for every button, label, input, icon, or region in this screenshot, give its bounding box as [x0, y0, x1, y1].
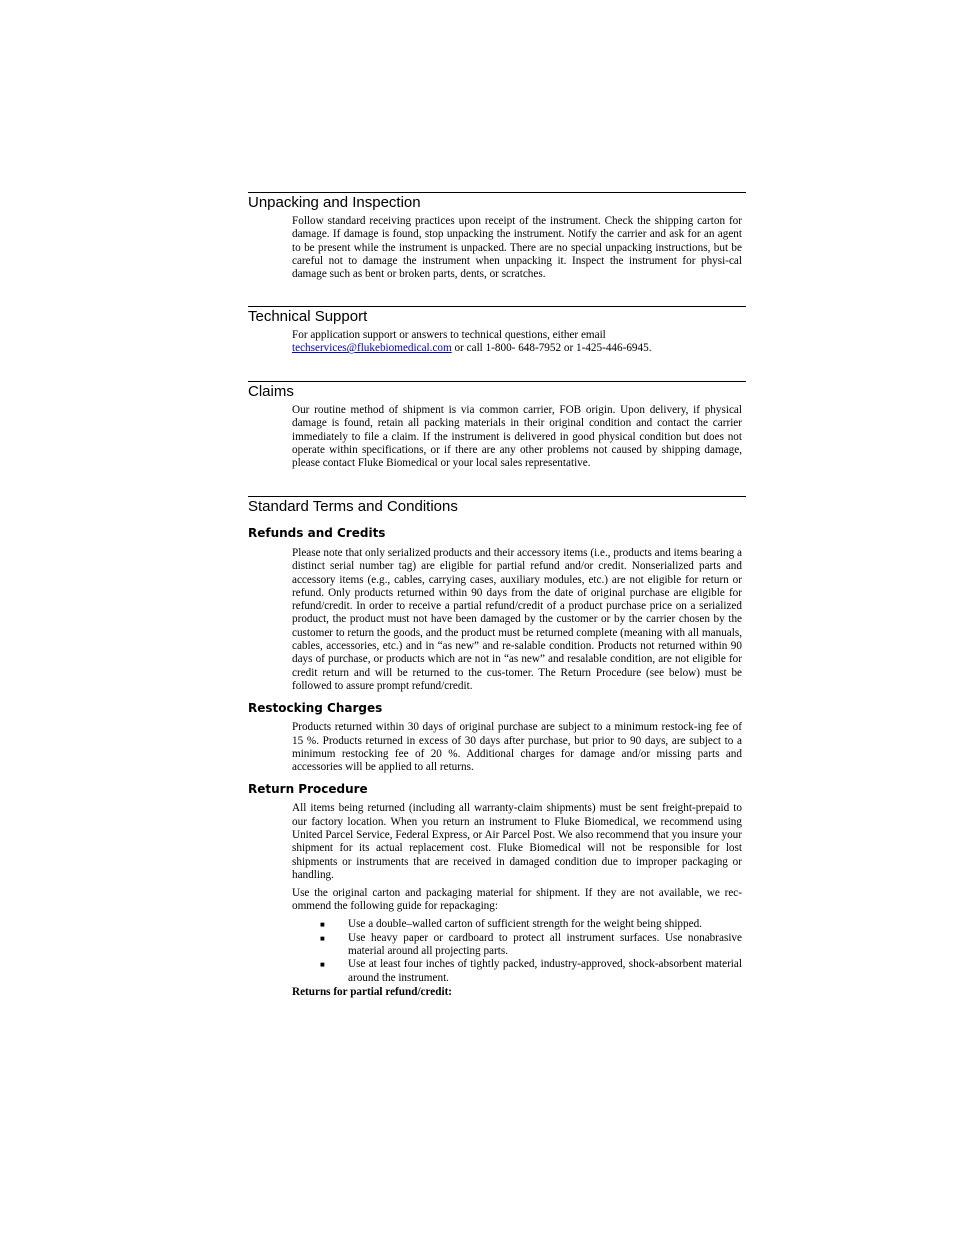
- partial-refund-label: Returns for partial refund/credit:: [292, 985, 453, 998]
- bullet-icon: ■: [320, 960, 325, 970]
- paragraph: Use the original carton and packaging material for shipment. If they are not available, we rec-ommend the following guide for repackaging:: [292, 886, 742, 913]
- section-rule: [248, 192, 746, 193]
- paragraph: Products returned within 30 days of original purchase are subject to a minimum restock-ing fee of 15 %. Products returned in excess of 30 days after purchase, but prior to 90 days, are subject to a minimum restocking fee of 20 %. Additional charges for damage and/or missing parts and accessories will be applied to all returns.: [292, 721, 742, 774]
- bullet-icon: ■: [320, 920, 325, 930]
- section-body: [292, 215, 742, 281]
- section-unpacking: [248, 192, 746, 286]
- list-item-text: Use at least four inches of tightly packed, industry-approved, shock-absorbent material around the instrument.: [348, 958, 742, 984]
- section-heading: Claims: [248, 383, 294, 400]
- list-item-text: Use heavy paper or cardboard to protect all instrument surfaces. Use nonabrasive material around all projecting parts.: [348, 931, 742, 957]
- list-item: [292, 958, 742, 985]
- support-phone-text: or call 1-800- 648-7952 or 1-425-446-6945.: [451, 342, 652, 355]
- section-rule: [248, 306, 746, 307]
- section-heading: Technical Support: [248, 308, 368, 325]
- section-technical-support: [248, 306, 746, 360]
- section-body: [292, 329, 742, 356]
- section-body: [292, 404, 742, 470]
- paragraph: Our routine method of shipment is via common carrier, FOB origin. Upon delivery, if physical damage is found, retain all packing materials in their original condition and contact the carrier immediately to file a claim. If the instrument is delivered in good physical condition but does not operate within specifications, or if there are any other problems not caused by shipping damage, please contact Fluke Biomedical or your local sales representative.: [292, 404, 742, 470]
- support-email-link[interactable]: techservices@flukebiomedical.com: [292, 342, 452, 355]
- subheading-return-procedure: Return Procedure: [248, 782, 368, 797]
- bullet-icon: ■: [320, 933, 325, 943]
- restocking-body: [292, 721, 742, 774]
- section-heading: Unpacking and Inspection: [248, 194, 421, 211]
- support-text: For application support or answers to technical questions, either email: [292, 329, 606, 341]
- list-item: [292, 918, 742, 931]
- repackaging-list: [292, 918, 742, 984]
- refunds-body: [292, 547, 742, 693]
- list-item-text: Use a double–walled carton of sufficient strength for the weight being shipped.: [348, 918, 702, 931]
- section-heading: Standard Terms and Conditions: [248, 498, 458, 515]
- section-standard-terms: [248, 496, 746, 1004]
- subheading-refunds: Refunds and Credits: [248, 526, 386, 540]
- paragraph: Follow standard receiving practices upon receipt of the instrument. Check the shipping carton for damage. If damage is found, stop unpacking the instrument. Notify the carrier and ask for an agent to be present while the instrument is unpacked. There are no special unpacking instructions, but be careful not to damage the instrument when unpacking it. Inspect the instrument for physi-cal damage such as bent or broken parts, dents, or scratches.: [292, 215, 742, 281]
- list-item: [292, 932, 742, 959]
- subheading-restocking: Restocking Charges: [248, 701, 383, 716]
- section-rule: [248, 496, 746, 497]
- paragraph: All items being returned (including all warranty-claim shipments) must be sent freight-prepaid to our factory location. When you return an instrument to Fluke Biomedical, we recommend using United Parcel Service, Federal Express, or Air Parcel Post. We also recommend that you insure your shipment for its actual replacement cost. Fluke Biomedical will not be responsible for lost shipments or instruments that are received in damaged condition due to improper packaging or handling.: [292, 802, 742, 881]
- return-body: [292, 802, 742, 999]
- section-rule: [248, 381, 746, 382]
- paragraph: [292, 329, 742, 356]
- section-claims: [248, 381, 746, 475]
- paragraph: Please note that only serialized products and their accessory items (i.e., products and items bearing a distinct serial number tag) are eligible for partial refund and/or credit. Nonserialized parts and accessory items (e.g., cables, carrying cases, auxiliary modules, etc.) are not eligible for return or refund. Only products returned within 90 days from the date of original purchase are eligible for refund/credit. In order to receive a partial refund/credit of a product purchase price on a serialized product, the product must not have been damaged by the customer or by the carrier chosen by the customer to return the goods, and the product must be returned complete (meaning with all manuals, cables, accessories, etc.) and in “as new” and re-salable condition. Products not returned within 90 days of purchase, or products which are not in “as new” and resalable condition, are not eligible for credit return and will be returned to the cus-tomer. The Return Procedure (see below) must be followed to assure prompt refund/credit.: [292, 547, 742, 692]
